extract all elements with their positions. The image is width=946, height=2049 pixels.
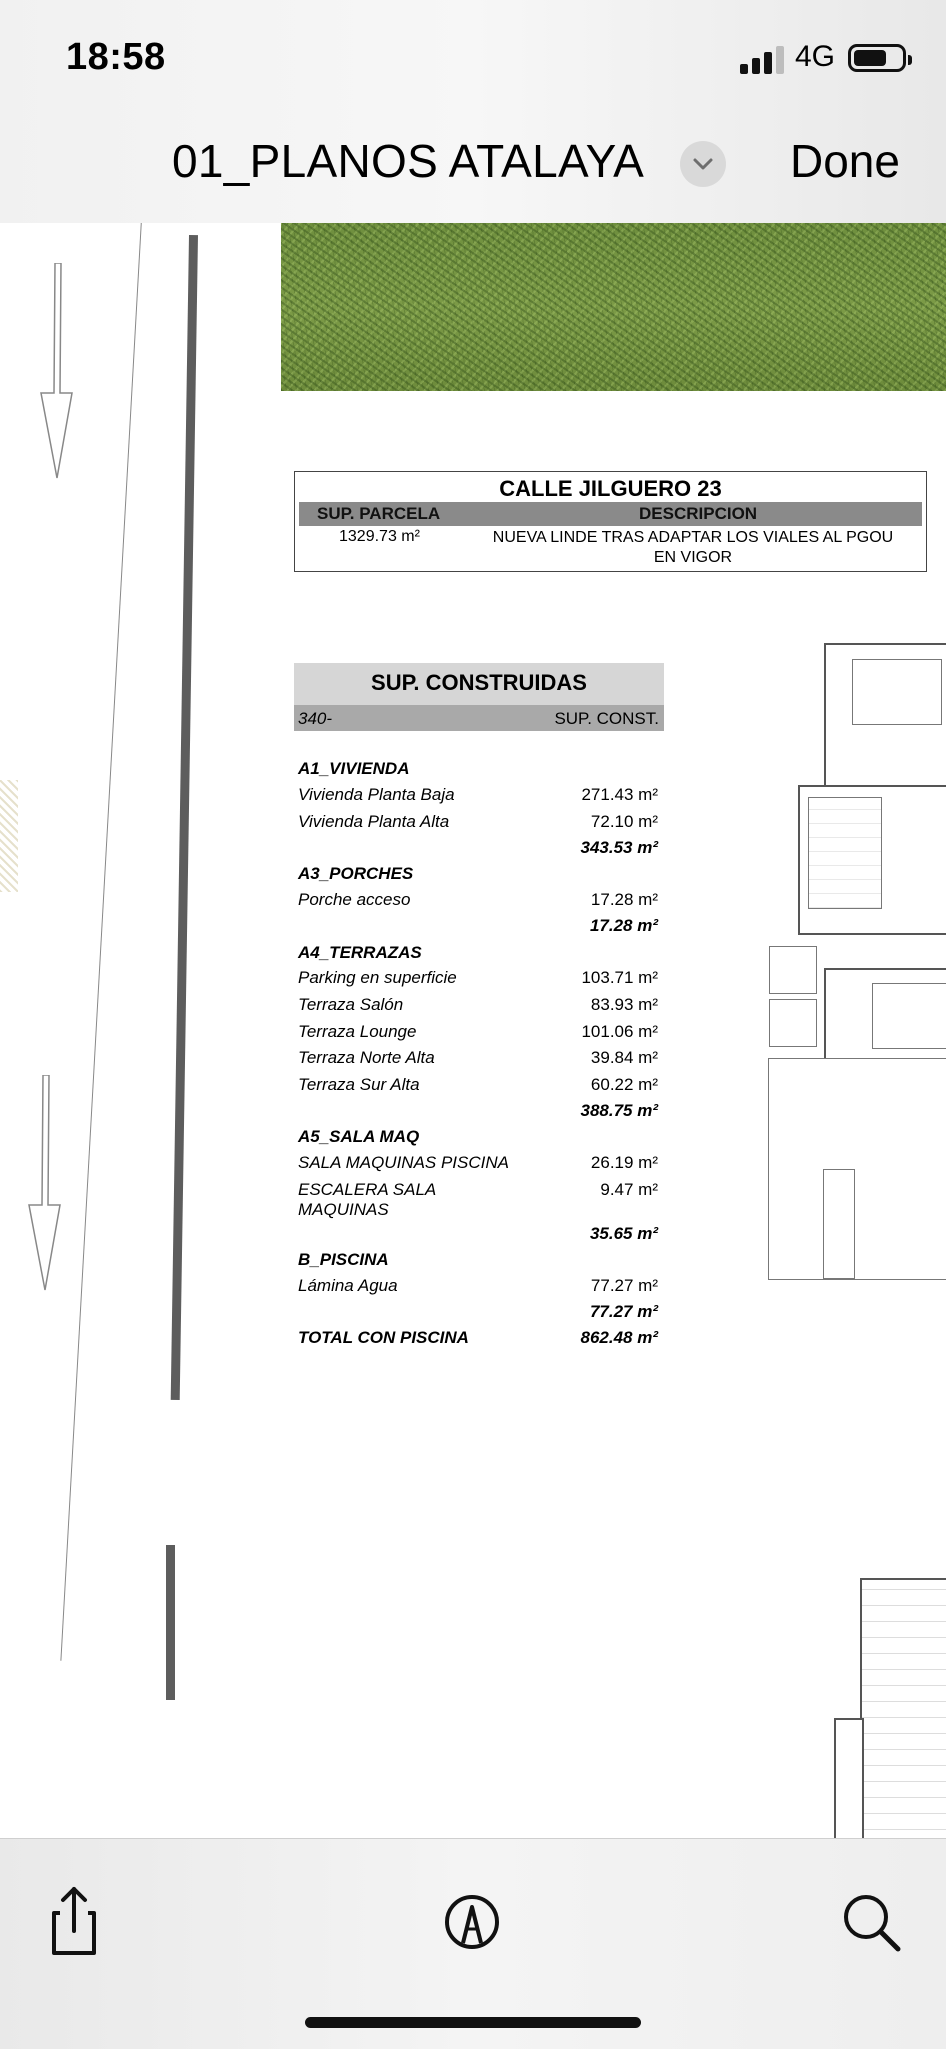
table-row: SALA MAQUINAS PISCINA 26.19 m²	[298, 1153, 658, 1172]
share-icon[interactable]	[34, 1879, 114, 1959]
table-row: 17.28 m²	[589, 916, 658, 935]
built-table-subheader	[294, 705, 664, 731]
document-title[interactable]: 01_PLANOS ATALAYA	[172, 135, 645, 187]
search-icon[interactable]	[832, 1879, 912, 1959]
grass-texture	[281, 223, 946, 391]
table-row: B_PISCINA	[298, 1250, 389, 1269]
arrow-down-icon	[27, 1075, 67, 1295]
built-sub-left: 340-	[298, 709, 333, 728]
built-sub-right: SUP. CONST.	[554, 709, 659, 728]
table-row: TOTAL CON PISCINA 862.48 m²	[298, 1328, 658, 1347]
table-row: A1_VIVIENDA	[298, 759, 410, 778]
table-row: Terraza Norte Alta 39.84 m²	[298, 1048, 658, 1067]
table-row: A5_SALA MAQ	[298, 1127, 420, 1146]
built-table-header	[294, 663, 664, 705]
table-row: Terraza Sur Alta 60.22 m²	[298, 1075, 658, 1094]
hatch-pattern	[0, 780, 18, 892]
chevron-down-icon[interactable]	[680, 141, 726, 187]
floor-plan-box	[769, 946, 817, 994]
parcel-area-value: 1329.73 m²	[339, 528, 420, 545]
done-button[interactable]: Done	[790, 135, 900, 187]
table-row: 343.53 m²	[580, 838, 658, 857]
table-row: A4_TERRAZAS	[298, 943, 422, 962]
signal-icon	[740, 44, 786, 74]
table-row: 77.27 m²	[589, 1302, 658, 1321]
built-table-title: SUP. CONSTRUIDAS	[371, 670, 587, 695]
table-row: 35.65 m²	[589, 1224, 658, 1243]
table-row: 388.75 m²	[580, 1101, 658, 1120]
floor-plan-box	[769, 999, 817, 1047]
table-row: Vivienda Planta Alta 72.10 m²	[298, 812, 658, 831]
parcel-description	[473, 528, 913, 568]
status-time: 18:58	[66, 36, 166, 78]
description-line: EN VIGOR	[653, 549, 733, 566]
plot-boundary-thick	[166, 1545, 175, 1700]
table-row: Vivienda Planta Baja 271.43 m²	[298, 785, 658, 804]
parcel-header-row	[299, 502, 922, 526]
floor-plan-stair	[860, 1578, 946, 1838]
markup-pen-icon[interactable]	[432, 1879, 512, 1959]
floor-plan-wall	[834, 1718, 864, 1838]
col-area-header: SUP. PARCELA	[317, 504, 441, 523]
table-row: Terraza Lounge 101.06 m²	[298, 1022, 658, 1041]
floor-plan-bed	[852, 659, 942, 725]
description-line: NUEVA LINDE TRAS ADAPTAR LOS VIALES AL PGOU	[492, 529, 894, 546]
table-row: A3_PORCHES	[298, 864, 414, 883]
table-row: Parking en superficie 103.71 m²	[298, 968, 658, 987]
parcel-table	[294, 471, 927, 572]
home-indicator[interactable]	[305, 2017, 641, 2028]
table-row: Terraza Salón 83.93 m²	[298, 995, 658, 1014]
table-row: ESCALERA SALA MAQUINAS 9.47 m²	[298, 1180, 658, 1219]
col-desc-header: DESCRIPCION	[639, 504, 758, 523]
plot-boundary-thick	[171, 235, 198, 1400]
network-type: 4G	[795, 40, 836, 73]
floor-plan-tiles	[808, 797, 882, 909]
floor-plan-pool	[823, 1169, 855, 1279]
top-bar	[0, 0, 946, 224]
battery-icon	[848, 44, 906, 72]
parcel-title: CALLE JILGUERO 23	[499, 476, 722, 501]
document-page[interactable]	[0, 223, 946, 1838]
arrow-down-icon	[38, 263, 78, 483]
floor-plan-bed	[872, 983, 946, 1049]
table-row: Porche acceso 17.28 m²	[298, 890, 658, 909]
bottom-toolbar	[0, 1838, 946, 2049]
table-row: Lámina Agua 77.27 m²	[298, 1276, 658, 1295]
floor-plan-pool-area	[768, 1058, 946, 1280]
